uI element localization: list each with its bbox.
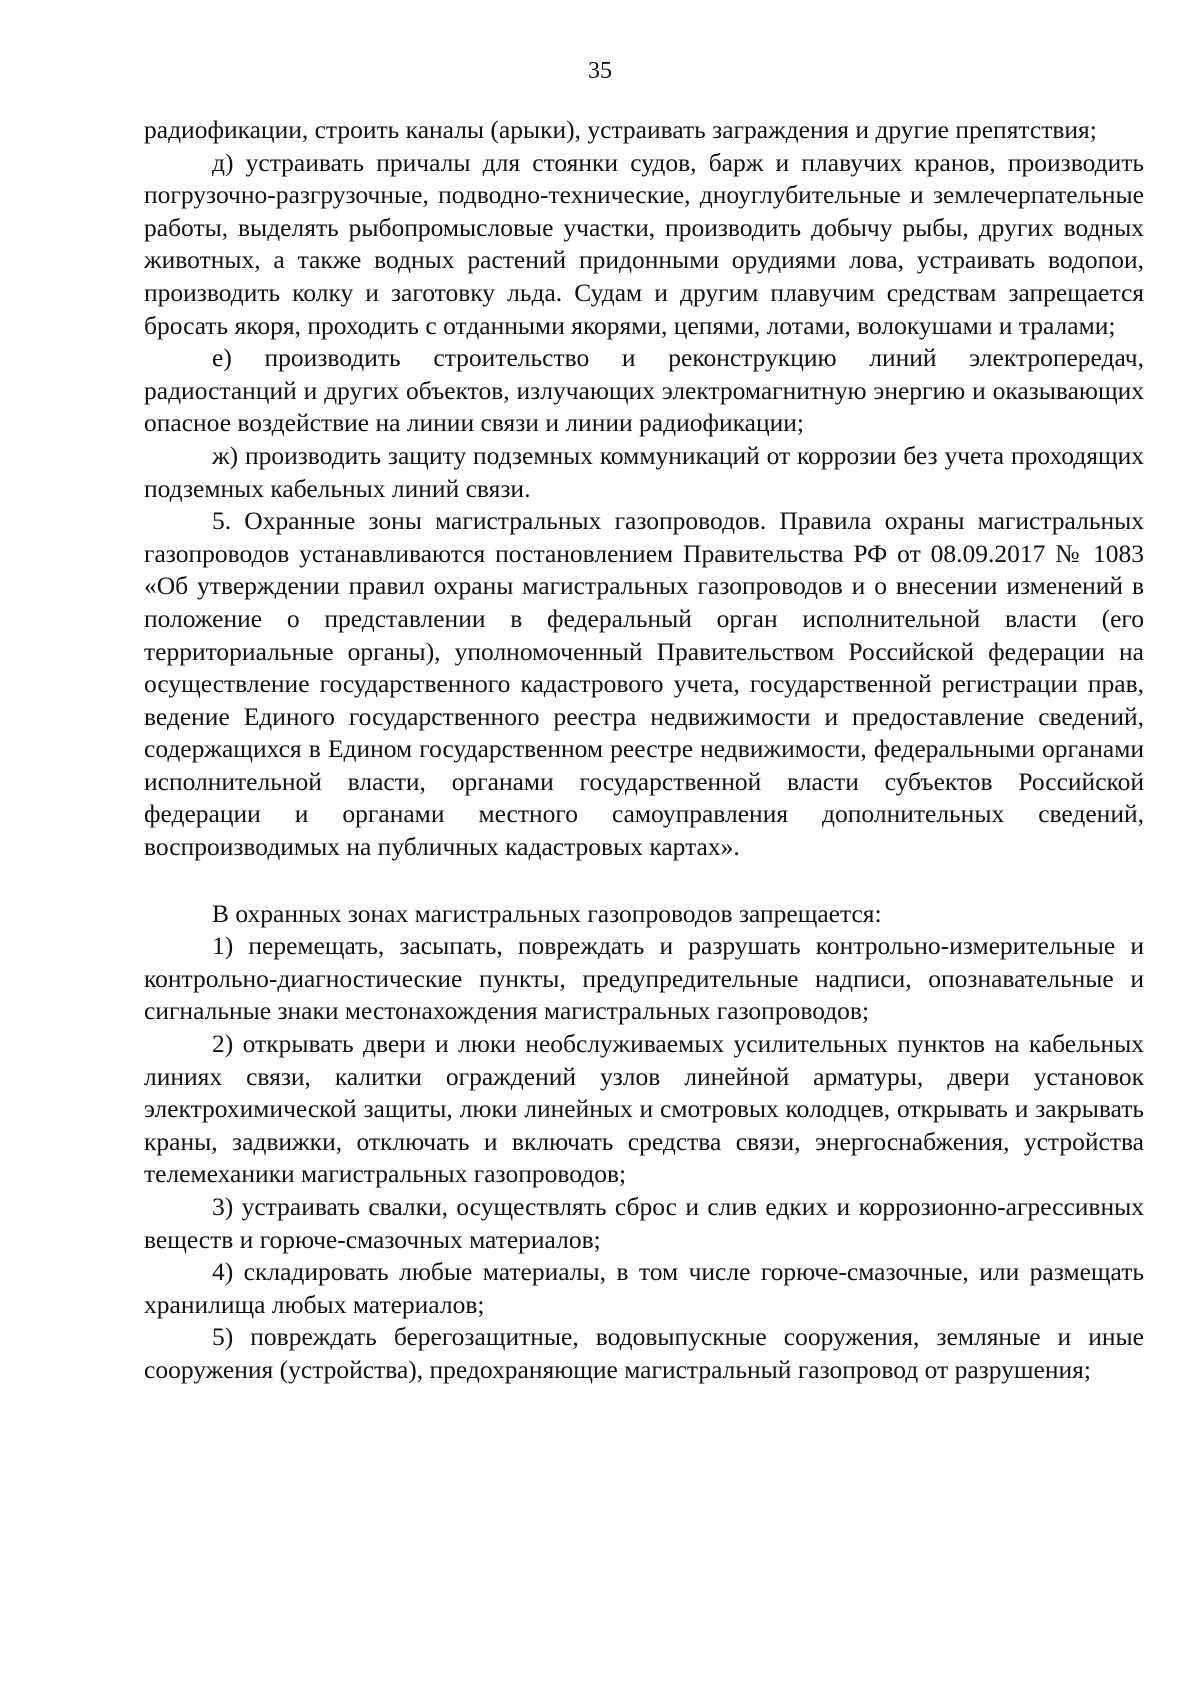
paragraph-item-2: 2) открывать двери и люки необслуживаемых усилительных пунктов на кабельных линиях связи, калитки ограждений узлов линейной арматуры, двери установок электрохимической защиты, люки линейных и смотровых колодцев, открывать и закрывать краны, задвижки, отключать и включать средства связи, энергоснабжения, устройства телемеханики магистральных газопроводов; [144, 1029, 1144, 1189]
paragraph-item-zh: ж) производить защиту подземных коммуникаций от коррозии без учета проходящих подземных кабельных линий связи. [144, 440, 1144, 503]
paragraph-spacer [144, 864, 1144, 898]
paragraph-continuation: радиофикации, строить каналы (арыки), устраивать заграждения и другие препятствия; [144, 115, 1097, 144]
paragraph-item-e: е) производить строительство и реконструкцию линий электропередач, радиостанций и других объектов, излучающих электромагнитную энергию и оказывающих опасное воздействие на линии связи и линии радиофикации; [144, 343, 1144, 438]
paragraph-item-d: д) устраивать причалы для стоянки судов, барж и плавучих кранов, производить погрузочно-разгрузочные, подводно-технические, дноуглубительные и землечерпательные работы, выделять рыбопромысловые участки, производить добычу рыбы, других водных животных, а также водных растений придонными орудиями лова, устраивать водопои, производить колку и заготовку льда. Судам и другим плавучим средствам запрещается бросать якоря, проходить с отданными якорями, цепями, лотами, волокушами и тралами; [144, 147, 1144, 340]
paragraph-section-5: 5. Охранные зоны магистральных газопроводов. Правила охраны магистральных газопроводов устанавливаются постановлением Правительства РФ от 08.09.2017 № 1083 «Об утверждении правил охраны магистральных газопроводов и о внесении изменений в положение о представлении в федеральный орган исполнительной власти (его территориальные органы), уполномоченный Правительством Российской федерации на осуществление государственного кадастрового учета, государственной регистрации прав, ведение Единого государственного реестра недвижимости и предоставление сведений, содержащихся в Едином государственном реестре недвижимости, федеральными органами исполнительной власти, органами государственной власти субъектов Российской федерации и органами местного самоуправления дополнительных сведений, воспроизводимых на публичных кадастровых картах». [144, 506, 1144, 862]
paragraph-prohibitions-intro: В охранных зонах магистральных газопроводов запрещается: [212, 898, 882, 928]
paragraph-item-4: 4) складировать любые материалы, в том числе горюче-смазочные, или размещать хранилища любых материалов; [144, 1257, 1144, 1319]
page-number: 35 [588, 58, 612, 84]
paragraph-item-3: 3) устраивать свалки, осуществлять сброс и слив едких и коррозионно-агрессивных веществ и горюче-смазочных материалов; [144, 1192, 1144, 1254]
paragraph-item-1: 1) перемещать, засыпать, повреждать и разрушать контрольно-измерительные и контрольно-диагностические пункты, предупредительные надписи, опознавательные и сигнальные знаки местонахождения магистральных газопроводов; [144, 931, 1144, 1026]
document-body [144, 114, 1144, 1387]
paragraph-item-5: 5) повреждать берегозащитные, водовыпускные сооружения, земляные и иные сооружения (устройства), предохраняющие магистральный газопровод от разрушения; [144, 1322, 1144, 1384]
